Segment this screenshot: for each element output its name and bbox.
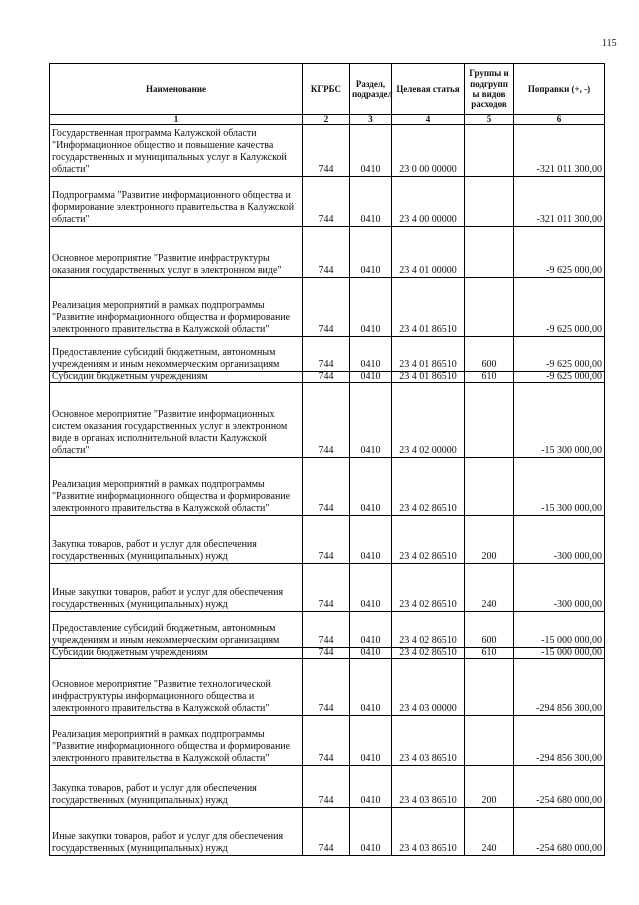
row-kgrbs: 744 xyxy=(303,716,350,766)
row-kgrbs: 744 xyxy=(303,564,350,612)
row-kgrbs: 744 xyxy=(303,227,350,278)
table-row xyxy=(50,227,605,278)
row-target: 23 4 02 86510 xyxy=(392,564,465,612)
table-row xyxy=(50,383,605,458)
row-target: 23 4 03 86510 xyxy=(392,716,465,766)
row-group: 600 xyxy=(465,612,514,648)
row-kgrbs: 744 xyxy=(303,612,350,648)
row-amount: -294 856 300,00 xyxy=(514,716,605,766)
row-kgrbs: 744 xyxy=(303,516,350,564)
table-row xyxy=(50,458,605,516)
row-group xyxy=(465,716,514,766)
header-section: Раздел, подраздел xyxy=(350,64,392,115)
table-row xyxy=(50,612,605,648)
row-amount: -294 856 300,00 xyxy=(514,659,605,716)
row-amount: -9 625 000,00 xyxy=(514,337,605,372)
row-name: Субсидии бюджетным учреждениям xyxy=(50,372,303,383)
row-kgrbs: 744 xyxy=(303,125,350,177)
row-kgrbs: 744 xyxy=(303,659,350,716)
header-name: Наименование xyxy=(50,64,303,115)
row-section: 0410 xyxy=(350,125,392,177)
column-number: 5 xyxy=(465,115,514,125)
row-section: 0410 xyxy=(350,227,392,278)
row-amount: -15 300 000,00 xyxy=(514,383,605,458)
column-number: 1 xyxy=(50,115,303,125)
row-section: 0410 xyxy=(350,383,392,458)
row-kgrbs: 744 xyxy=(303,458,350,516)
row-amount: -15 000 000,00 xyxy=(514,612,605,648)
row-kgrbs: 744 xyxy=(303,383,350,458)
row-target: 23 0 00 00000 xyxy=(392,125,465,177)
row-section: 0410 xyxy=(350,337,392,372)
table-row xyxy=(50,337,605,372)
row-name: Закупка товаров, работ и услуг для обеспечения государственных (муниципальных) нужд xyxy=(50,766,303,808)
row-target: 23 4 03 86510 xyxy=(392,808,465,856)
row-target: 23 4 01 86510 xyxy=(392,337,465,372)
row-section: 0410 xyxy=(350,766,392,808)
row-amount: -15 300 000,00 xyxy=(514,458,605,516)
row-group xyxy=(465,659,514,716)
table-row xyxy=(50,372,605,383)
row-name: Предоставление субсидий бюджетным, автономным учреждениям и иным некоммерческим организациям xyxy=(50,337,303,372)
row-amount: -321 011 300,00 xyxy=(514,125,605,177)
row-target: 23 4 02 86510 xyxy=(392,516,465,564)
row-section: 0410 xyxy=(350,648,392,659)
row-name: Иные закупки товаров, работ и услуг для обеспечения государственных (муниципальных) нужд xyxy=(50,808,303,856)
row-section: 0410 xyxy=(350,716,392,766)
row-amount: -300 000,00 xyxy=(514,516,605,564)
row-target: 23 4 02 86510 xyxy=(392,458,465,516)
row-section: 0410 xyxy=(350,516,392,564)
row-target: 23 4 01 00000 xyxy=(392,227,465,278)
row-target: 23 4 03 00000 xyxy=(392,659,465,716)
row-name: Реализация мероприятий в рамках подпрограммы "Развитие информационного общества и формирование электронного правительства в Калужской области" xyxy=(50,278,303,337)
row-target: 23 4 02 00000 xyxy=(392,383,465,458)
row-name: Основное мероприятие "Развитие инфраструктуры оказания государственных услуг в электронном виде" xyxy=(50,227,303,278)
table-body xyxy=(50,125,605,856)
row-group: 240 xyxy=(465,564,514,612)
row-group: 200 xyxy=(465,766,514,808)
row-group: 240 xyxy=(465,808,514,856)
row-name: Иные закупки товаров, работ и услуг для обеспечения государственных (муниципальных) нужд xyxy=(50,564,303,612)
row-target: 23 4 01 86510 xyxy=(392,372,465,383)
row-kgrbs: 744 xyxy=(303,278,350,337)
row-name: Реализация мероприятий в рамках подпрограммы "Развитие информационного общества и формирование электронного правительства в Калужской области" xyxy=(50,716,303,766)
row-group: 610 xyxy=(465,372,514,383)
row-amount: -15 000 000,00 xyxy=(514,648,605,659)
row-kgrbs: 744 xyxy=(303,372,350,383)
row-kgrbs: 744 xyxy=(303,808,350,856)
row-name: Реализация мероприятий в рамках подпрограммы "Развитие информационного общества и формирование электронного правительства в Калужской области" xyxy=(50,458,303,516)
row-section: 0410 xyxy=(350,372,392,383)
table-row xyxy=(50,659,605,716)
column-number-row xyxy=(50,115,605,125)
row-amount: -300 000,00 xyxy=(514,564,605,612)
column-number: 2 xyxy=(303,115,350,125)
row-amount: -321 011 300,00 xyxy=(514,177,605,227)
row-kgrbs: 744 xyxy=(303,766,350,808)
column-number: 3 xyxy=(350,115,392,125)
row-amount: -9 625 000,00 xyxy=(514,372,605,383)
row-kgrbs: 744 xyxy=(303,337,350,372)
row-target: 23 4 03 86510 xyxy=(392,766,465,808)
row-amount: -9 625 000,00 xyxy=(514,278,605,337)
table-row xyxy=(50,716,605,766)
row-section: 0410 xyxy=(350,612,392,648)
row-name: Государственная программа Калужской области "Информационное общество и повышение качества государственных и муниципальных услуг в Калужской области" xyxy=(50,125,303,177)
row-group xyxy=(465,278,514,337)
table-row xyxy=(50,278,605,337)
row-amount: -254 680 000,00 xyxy=(514,808,605,856)
page-number: 115 xyxy=(602,38,617,49)
row-group: 610 xyxy=(465,648,514,659)
row-group xyxy=(465,383,514,458)
table-row xyxy=(50,808,605,856)
row-section: 0410 xyxy=(350,659,392,716)
row-name: Закупка товаров, работ и услуг для обеспечения государственных (муниципальных) нужд xyxy=(50,516,303,564)
row-name: Предоставление субсидий бюджетным, автономным учреждениям и иным некоммерческим организациям xyxy=(50,612,303,648)
table-row xyxy=(50,125,605,177)
table-row xyxy=(50,564,605,612)
row-section: 0410 xyxy=(350,177,392,227)
row-group xyxy=(465,227,514,278)
row-kgrbs: 744 xyxy=(303,648,350,659)
row-section: 0410 xyxy=(350,458,392,516)
row-amount: -254 680 000,00 xyxy=(514,766,605,808)
header-amendment: Поправки (+, -) xyxy=(514,64,605,115)
row-name: Основное мероприятие "Развитие технологической инфраструктуры информационного общества и электронного правительства в Калужской области" xyxy=(50,659,303,716)
row-amount: -9 625 000,00 xyxy=(514,227,605,278)
row-target: 23 4 02 86510 xyxy=(392,612,465,648)
table-row xyxy=(50,648,605,659)
header-row xyxy=(50,64,605,115)
column-number: 6 xyxy=(514,115,605,125)
row-target: 23 4 02 86510 xyxy=(392,648,465,659)
row-group: 200 xyxy=(465,516,514,564)
row-name: Субсидии бюджетным учреждениям xyxy=(50,648,303,659)
row-group: 600 xyxy=(465,337,514,372)
row-group xyxy=(465,458,514,516)
table-row xyxy=(50,516,605,564)
budget-amendments-table xyxy=(49,63,605,856)
table-row xyxy=(50,766,605,808)
header-target: Целевая статья xyxy=(392,64,465,115)
row-target: 23 4 01 86510 xyxy=(392,278,465,337)
row-section: 0410 xyxy=(350,808,392,856)
row-name: Подпрограмма "Развитие информационного общества и формирование электронного правительства в Калужской области" xyxy=(50,177,303,227)
row-section: 0410 xyxy=(350,278,392,337)
row-kgrbs: 744 xyxy=(303,177,350,227)
row-group xyxy=(465,125,514,177)
row-section: 0410 xyxy=(350,564,392,612)
column-number: 4 xyxy=(392,115,465,125)
row-group xyxy=(465,177,514,227)
table-row xyxy=(50,177,605,227)
row-target: 23 4 00 00000 xyxy=(392,177,465,227)
row-name: Основное мероприятие "Развитие информационных систем оказания государственных услуг в электронном виде в органах исполнительной власти Калужской области" xyxy=(50,383,303,458)
header-group: Группы и подгрупп ы видов расходов xyxy=(465,64,514,115)
header-kgrbs: КГРБС xyxy=(303,64,350,115)
